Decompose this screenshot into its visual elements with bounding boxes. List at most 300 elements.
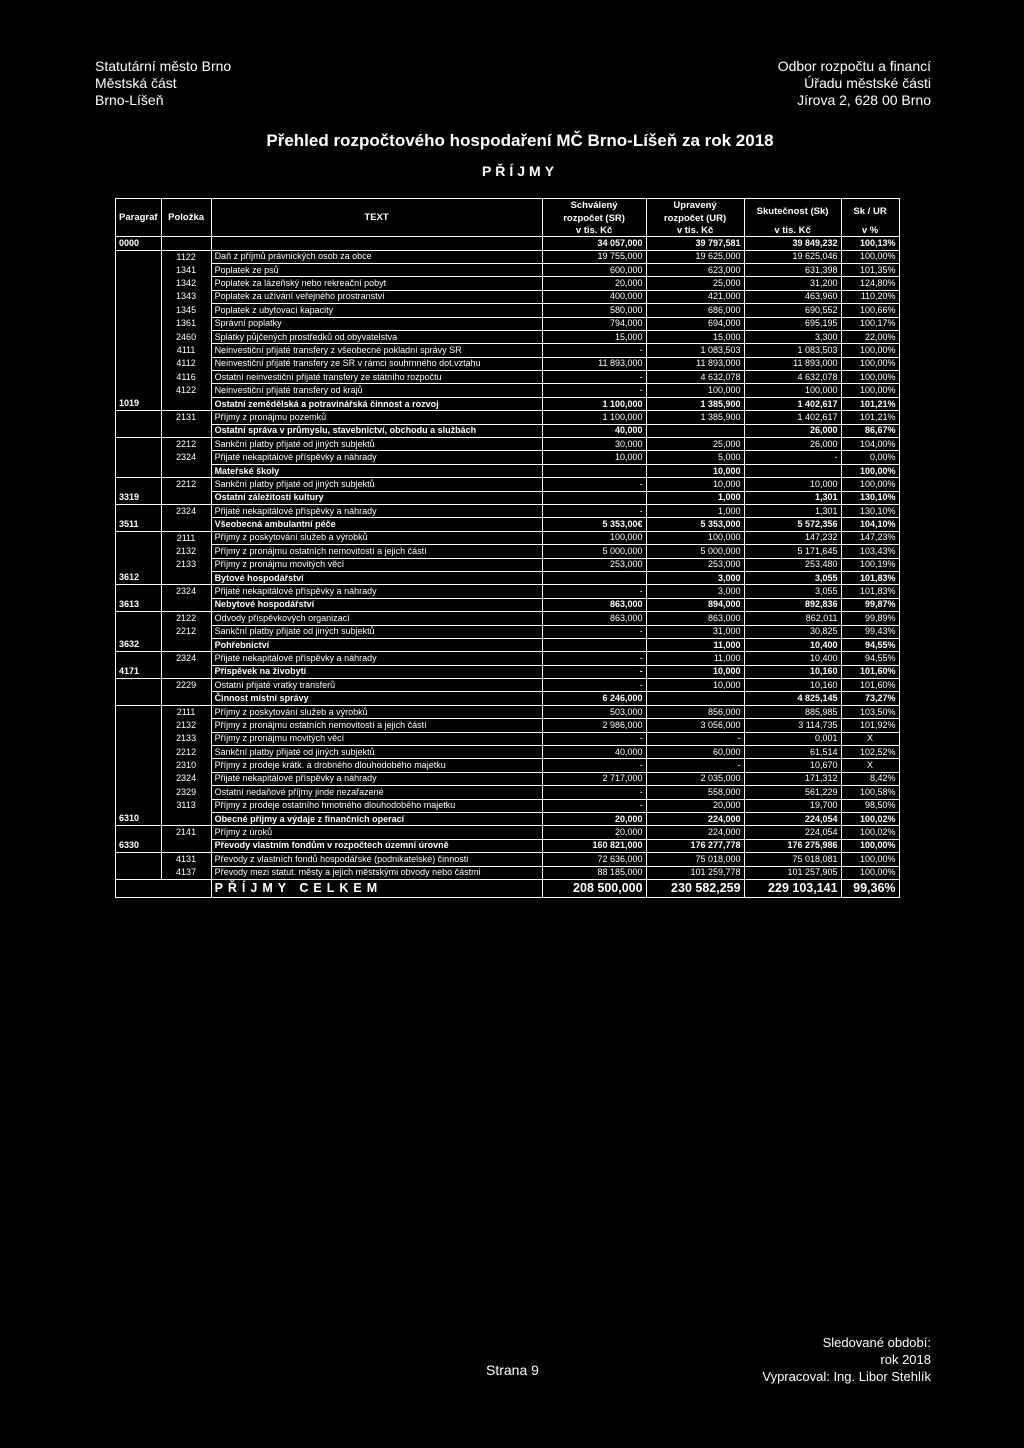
cell-sr: - [542,786,646,799]
cell-ur: - [646,759,744,772]
table-row [116,411,900,424]
cell-paragraf: 3511 [116,518,162,531]
header-left-line: Statutární město Brno [95,58,232,74]
cell-paragraf [116,692,162,705]
cell-paragraf [116,424,162,437]
cell-text: Ostatní správa v průmyslu, stavebnictví, obchodu a službách [211,424,542,437]
cell-ur: 10,000 [646,665,744,678]
cell-text: Přijaté nekapitálové příspěvky a náhrady [211,585,542,598]
cell-polozka: 4131 [161,853,211,866]
cell-ur: 20,000 [646,799,744,812]
cell-paragraf [116,384,162,397]
cell-sr: 503,000 [542,705,646,718]
cell-sr: 30,000 [542,438,646,451]
cell-polozka: 2324 [161,504,211,517]
cell-text: Mateřské školy [211,464,542,477]
table-row [116,692,900,705]
cell-pct: 99,43% [841,625,899,638]
table-row [116,746,900,759]
cell-text: Správní poplatky [211,317,542,330]
cell-pct: 100,00% [841,344,899,357]
cell-paragraf [116,866,162,879]
cell-text: Činnost místní správy [211,692,542,705]
cell-polozka: 1345 [161,304,211,317]
cell-ur: 856,000 [646,705,744,718]
table-row [116,665,900,678]
cell-paragraf [116,719,162,732]
cell-sr: 2 717,000 [542,772,646,785]
cell-sk: 1,301 [744,504,841,517]
cell-sr: - [542,504,646,517]
cell-sr: 20,000 [542,277,646,290]
cell-ur: 31,000 [646,625,744,638]
cell-ur: 15,000 [646,330,744,343]
cell-sr: 10,000 [542,451,646,464]
cell-polozka [161,692,211,705]
table-row [116,491,900,504]
header-right [778,58,931,109]
cell-polozka [161,665,211,678]
table-row [116,384,900,397]
cell-ur: 11,000 [646,638,744,651]
cell-polozka [161,638,211,651]
cell-sk: 1 402,617 [744,411,841,424]
table-row [116,625,900,638]
table-row [116,344,900,357]
cell-sk: 892,836 [744,598,841,611]
table-row [116,424,900,437]
cell-paragraf: 6330 [116,839,162,852]
cell-polozka [161,491,211,504]
table-row [116,853,900,866]
cell-paragraf [116,585,162,598]
cell-polozka: 2133 [161,732,211,745]
cell-sr: 400,000 [542,290,646,303]
cell-ur: 4 632,078 [646,371,744,384]
total-sk: 229 103,141 [744,879,841,897]
cell-pct: 22,00% [841,330,899,343]
cell-sr: 600,000 [542,263,646,276]
cell-pct: 100,00% [841,464,899,477]
cell-sk: 11 893,000 [744,357,841,370]
cell-text: Ostatní přijaté vratky transferů [211,679,542,692]
cell-sk: 3 114,735 [744,719,841,732]
cell-polozka [161,397,211,410]
cell-paragraf [116,330,162,343]
cell-polozka: 2324 [161,585,211,598]
cell-sk: 3,055 [744,585,841,598]
cell-paragraf [116,772,162,785]
cell-ur: 863,000 [646,612,744,625]
cell-text: Sankční platby přijaté od jiných subjektů [211,438,542,451]
cell-polozka: 1342 [161,277,211,290]
cell-sr: 72 636,000 [542,853,646,866]
cell-text: Příjmy z pronájmu movitých věcí [211,558,542,571]
cell-sk: 3,300 [744,330,841,343]
cell-pct: 100,00% [841,839,899,852]
cell-paragraf [116,504,162,517]
table-row [116,732,900,745]
cell-polozka: 1341 [161,263,211,276]
cell-paragraf [116,277,162,290]
table-row [116,531,900,544]
cell-polozka: 2310 [161,759,211,772]
cell-ur: 5,000 [646,451,744,464]
cell-pct: 100,00% [841,478,899,491]
table-row [116,786,900,799]
page-subtitle: PŘÍJMY [481,163,559,179]
cell-pct: 73,27% [841,692,899,705]
table-row [116,317,900,330]
cell-sk: 26,000 [744,424,841,437]
total-label: PŘÍJMY CELKEM [211,879,542,897]
cell-paragraf [116,612,162,625]
cell-paragraf [116,250,162,263]
cell-pct: 0,00% [841,451,899,464]
cell-sk: 19 625,046 [744,250,841,263]
table-row [116,277,900,290]
cell-ur: 1,000 [646,504,744,517]
cell-text: Příjmy z prodeje ostatního hmotného dlouhodobého majetku [211,799,542,812]
cell-sr: 5 353,00€ [542,518,646,531]
cell-text: Přijaté nekapitálové příspěvky a náhrady [211,772,542,785]
cell-text: Poplatek z ubytovací kapacity [211,304,542,317]
cell-sk: 3,055 [744,571,841,584]
total-blank [116,879,162,897]
cell-paragraf: 4171 [116,665,162,678]
cell-sk: 10,400 [744,638,841,651]
cell-paragraf [116,705,162,718]
cell-pct: 100,13% [841,237,899,250]
cell-polozka: 2131 [161,411,211,424]
cell-paragraf [116,759,162,772]
cell-polozka: 2212 [161,746,211,759]
cell-paragraf [116,357,162,370]
cell-text: Přijaté nekapitálové příspěvky a náhrady [211,652,542,665]
cell-sr [542,491,646,504]
cell-paragraf: 6310 [116,812,162,825]
cell-text: Neinvestiční přijaté transfery od krajů [211,384,542,397]
cell-pct: 130,10% [841,504,899,517]
cell-ur: 558,000 [646,786,744,799]
col-header-sk: Skutečnost (Sk) [744,199,841,224]
cell-polozka [161,812,211,825]
cell-pct: 102,52% [841,746,899,759]
cell-pct: 101,83% [841,571,899,584]
cell-sk: 147,232 [744,531,841,544]
cell-paragraf [116,625,162,638]
cell-text: Příjmy z pronájmu pozemků [211,411,542,424]
cell-sk: 10,160 [744,665,841,678]
col-header-pct: Sk / UR [841,199,899,224]
cell-sk: 31,200 [744,277,841,290]
table-row [116,679,900,692]
table-row [116,812,900,825]
cell-ur: 1,000 [646,491,744,504]
cell-text: Bytové hospodářství [211,571,542,584]
cell-sk: 862,011 [744,612,841,625]
cell-sr: - [542,384,646,397]
cell-pct: 147,23% [841,531,899,544]
cell-text: Příspěvek na živobytí [211,665,542,678]
cell-polozka [161,237,211,250]
cell-ur: 894,000 [646,598,744,611]
cell-sk: 5 572,356 [744,518,841,531]
cell-pct: 101,83% [841,585,899,598]
cell-pct: 100,00% [841,357,899,370]
cell-polozka: 2460 [161,330,211,343]
cell-text: Poplatek za lázeňský nebo rekreační pobyt [211,277,542,290]
cell-sk: 26,000 [744,438,841,451]
cell-pct: 100,00% [841,250,899,263]
prepared-by: Vypracoval: Ing. Libor Stehlík [762,1369,931,1384]
table-row [116,612,900,625]
cell-pct: 130,10% [841,491,899,504]
cell-sk: 10,400 [744,652,841,665]
cell-text: Příjmy z poskytování služeb a výrobků [211,531,542,544]
cell-sr: 6 246,000 [542,692,646,705]
cell-text: Přijaté nekapitálové příspěvky a náhrady [211,451,542,464]
cell-pct: 100,00% [841,853,899,866]
col-header-ur-unit: v tis. Kč [646,224,744,237]
cell-paragraf [116,451,162,464]
cell-ur: 3 056,000 [646,719,744,732]
cell-sk: 463,960 [744,290,841,303]
cell-paragraf [116,558,162,571]
cell-paragraf [116,478,162,491]
cell-paragraf [116,263,162,276]
cell-polozka: 2111 [161,531,211,544]
cell-polozka [161,464,211,477]
header-right-line: Odbor rozpočtu a financí [777,58,931,74]
cell-polozka: 1122 [161,250,211,263]
cell-text: Ostatní nedaňové příjmy jinde nezařazené [211,786,542,799]
cell-text: Odvody příspěvkových organizací [211,612,542,625]
total-ur: 230 582,259 [646,879,744,897]
cell-sr: - [542,665,646,678]
cell-paragraf [116,531,162,544]
cell-ur: 101 259,778 [646,866,744,879]
cell-ur: 25,000 [646,277,744,290]
cell-sk: 561,229 [744,786,841,799]
cell-pct: 99,89% [841,612,899,625]
cell-ur: 3,000 [646,571,744,584]
cell-paragraf [116,371,162,384]
cell-sr: 40,000 [542,746,646,759]
cell-polozka: 4137 [161,866,211,879]
cell-sk: - [744,451,841,464]
cell-polozka [161,598,211,611]
cell-text: Příjmy z úroků [211,826,542,839]
cell-paragraf [116,304,162,317]
cell-sr: - [542,371,646,384]
cell-sk: 253,480 [744,558,841,571]
table-row [116,451,900,464]
cell-text: Sankční platby přijaté od jiných subjektů [211,478,542,491]
cell-ur: 100,000 [646,384,744,397]
cell-pct: 94,55% [841,652,899,665]
cell-sk: 1,301 [744,491,841,504]
cell-text: Převody mezi statut. městy a jejich městskými obvody nebo částmi [211,866,542,879]
table-row [116,638,900,651]
cell-sr [542,638,646,651]
cell-pct: 104,10% [841,518,899,531]
cell-sk: 4 825,145 [744,692,841,705]
table-row [116,478,900,491]
table-row [116,357,900,370]
cell-paragraf [116,746,162,759]
cell-pct: 101,21% [841,397,899,410]
cell-sr: - [542,478,646,491]
cell-ur: 1 083,503 [646,344,744,357]
cell-sr: 794,000 [542,317,646,330]
cell-ur: 25,000 [646,438,744,451]
cell-sr: - [542,759,646,772]
cell-pct: 103,50% [841,705,899,718]
table-row [116,585,900,598]
cell-ur [646,692,744,705]
cell-sr [542,571,646,584]
cell-pct: 124,80% [841,277,899,290]
cell-paragraf: 0000 [116,237,162,250]
cell-sr: - [542,732,646,745]
header-left-line: Brno-Líšeň [95,92,164,108]
cell-sr: 863,000 [542,598,646,611]
header-right-line: Jírova 2, 628 00 Brno [797,92,931,108]
cell-paragraf: 3632 [116,638,162,651]
cell-text: Splátky půjčených prostředků od obyvatelstva [211,330,542,343]
cell-text: Příjmy z pronájmu ostatních nemovitostí a jejich částí [211,719,542,732]
cell-sr: 20,000 [542,812,646,825]
cell-polozka: 2141 [161,826,211,839]
cell-ur: 623,000 [646,263,744,276]
cell-text: Příjmy z pronájmu ostatních nemovitostí a jejich částí [211,545,542,558]
table-row [116,330,900,343]
cell-paragraf [116,679,162,692]
cell-text: Přijaté nekapitálové příspěvky a náhrady [211,504,542,517]
table-body [116,237,900,880]
cell-sk: 224,054 [744,826,841,839]
cell-pct: 101,60% [841,679,899,692]
cell-sk: 75 018,081 [744,853,841,866]
cell-pct: 110,20% [841,290,899,303]
table-row [116,558,900,571]
cell-pct: 100,00% [841,384,899,397]
table-row [116,518,900,531]
total-blank [161,879,211,897]
table-row [116,263,900,276]
table-row [116,464,900,477]
cell-polozka: 2229 [161,679,211,692]
cell-text: Příjmy z poskytování služeb a výrobků [211,705,542,718]
cell-text: Daň z příjmů právnických osob za obce [211,250,542,263]
header-right-line: Úřadu městské části [804,75,931,91]
total-row [116,879,900,897]
cell-polozka: 2212 [161,478,211,491]
cell-text: Neinvestiční přijaté transfery z všeobecné pokladní správy SR [211,344,542,357]
cell-pct: 101,92% [841,719,899,732]
cell-text: Poplatek za užívání veřejného prostranství [211,290,542,303]
col-header-polozka: Položka [161,199,211,237]
cell-sk: 100,000 [744,384,841,397]
cell-polozka: 2324 [161,652,211,665]
cell-text [211,237,542,250]
cell-pct: 100,02% [841,826,899,839]
cell-sk: 695,195 [744,317,841,330]
cell-sr: 253,000 [542,558,646,571]
cell-polozka [161,839,211,852]
header-left [95,58,231,109]
table-row [116,799,900,812]
cell-pct: 100,00% [841,371,899,384]
col-header-text: TEXT [211,199,542,237]
cell-paragraf [116,545,162,558]
cell-ur: 5 353,000 [646,518,744,531]
table-row [116,290,900,303]
cell-paragraf [116,438,162,451]
cell-polozka: 3113 [161,799,211,812]
cell-paragraf [116,853,162,866]
cell-ur: 60,000 [646,746,744,759]
cell-polozka: 1361 [161,317,211,330]
cell-ur: - [646,732,744,745]
cell-polozka: 4112 [161,357,211,370]
cell-sr: - [542,585,646,598]
cell-paragraf: 3612 [116,571,162,584]
cell-ur: 224,000 [646,826,744,839]
col-header-sr-unit: v tis. Kč [542,224,646,237]
cell-pct: X [841,732,899,745]
cell-sr: 1 100,000 [542,397,646,410]
cell-text: Všeobecná ambulantní péče [211,518,542,531]
cell-sr: 160 821,000 [542,839,646,852]
cell-text: Pohřebnictví [211,638,542,651]
header-left-line: Městská část [95,75,177,91]
table-row [116,504,900,517]
cell-paragraf [116,290,162,303]
cell-pct: 100,19% [841,558,899,571]
cell-polozka: 4116 [161,371,211,384]
cell-polozka [161,518,211,531]
cell-sk: 10,670 [744,759,841,772]
cell-text: Ostatní záležitosti kultury [211,491,542,504]
cell-polozka: 4122 [161,384,211,397]
cell-sk: 39 849,232 [744,237,841,250]
cell-sr: 19 755,000 [542,250,646,263]
cell-ur: 10,000 [646,679,744,692]
table-row [116,250,900,263]
cell-paragraf [116,411,162,424]
cell-pct: 94,55% [841,638,899,651]
cell-sr: 1 100,000 [542,411,646,424]
cell-paragraf [116,317,162,330]
table-row [116,237,900,250]
cell-sr [542,464,646,477]
cell-sr: 15,000 [542,330,646,343]
cell-text: Příjmy z prodeje krátk. a drobného dlouhodobého majetku [211,759,542,772]
cell-sr: 2 986,000 [542,719,646,732]
cell-paragraf [116,826,162,839]
cell-text: Ostatní zemědělská a potravinářská činnost a rozvoj [211,397,542,410]
table-row [116,759,900,772]
page-number: Strana 9 [486,1362,539,1378]
cell-text: Sankční platby přijaté od jiných subjektů [211,746,542,759]
cell-ur: 694,000 [646,317,744,330]
cell-sr: 88 185,000 [542,866,646,879]
cell-sk: 631,398 [744,263,841,276]
cell-sr: 863,000 [542,612,646,625]
cell-pct: 101,60% [841,665,899,678]
